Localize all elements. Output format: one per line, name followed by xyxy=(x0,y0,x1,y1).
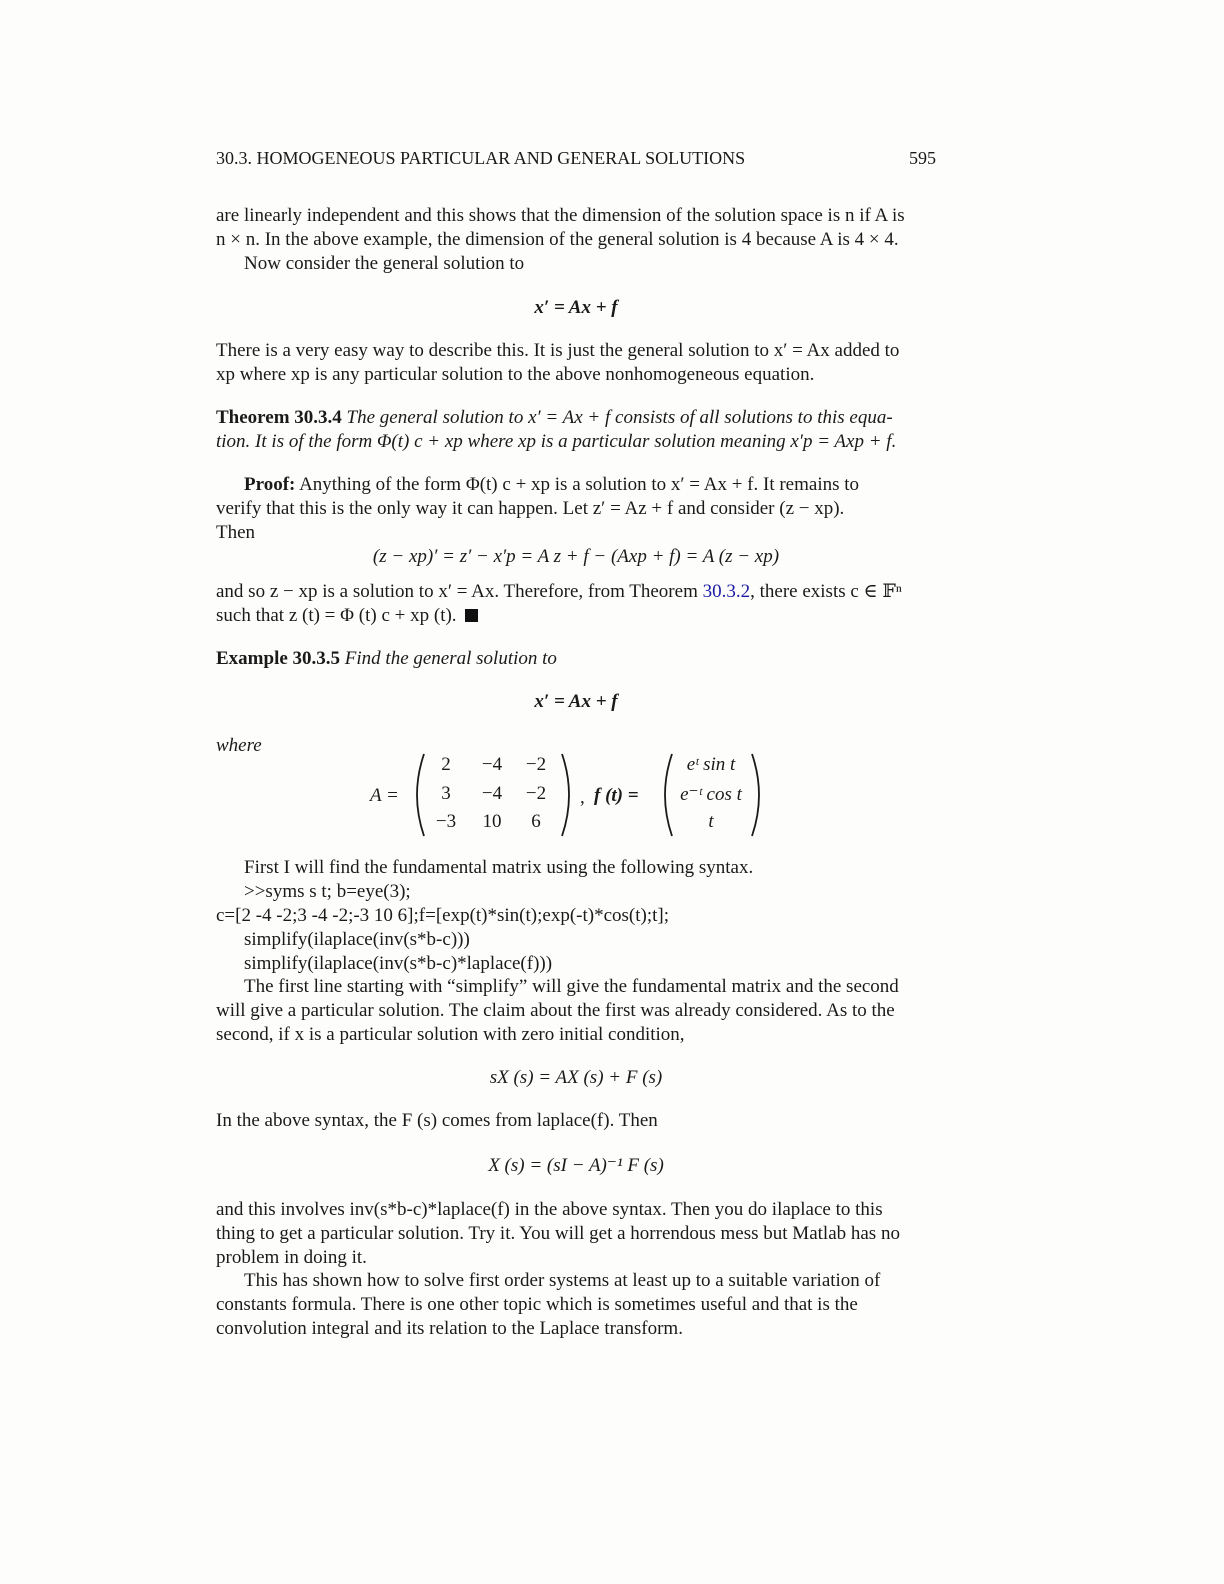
section-title: 30.3. HOMOGENEOUS PARTICULAR AND GENERAL SOLUTIONS xyxy=(216,148,746,168)
example-label: Example 30.3.5 xyxy=(216,648,341,669)
matrix-a-cell: 6 xyxy=(531,811,541,832)
vector-f-label: f (t) = xyxy=(594,785,639,806)
paragraph-1-line-3: Now consider the general solution to xyxy=(244,253,525,274)
where-label: where xyxy=(216,735,262,756)
qed-square-icon xyxy=(465,609,478,622)
code-line-1: >>syms s t; b=eye(3); xyxy=(244,881,411,902)
code-line-2: c=[2 -4 -2;3 -4 -2;-3 10 6];f=[exp(t)*sin(t);exp(-t)*cos(t);t]; xyxy=(216,905,670,926)
matrix-a-cell: −3 xyxy=(435,811,457,832)
proof-label: Proof: xyxy=(244,474,296,495)
paragraph-6-line-3: convolution integral and its relation to the Laplace transform. xyxy=(216,1318,683,1339)
code-line-4: simplify(ilaplace(inv(s*b-c)*laplace(f))) xyxy=(244,953,553,974)
paragraph-6-line-1: This has shown how to solve first order systems at least up to a suitable variation of xyxy=(244,1270,881,1291)
paragraph-5-line-1: and this involves inv(s*b-c)*laplace(f) in the above syntax. Then you do ilaplace to this xyxy=(216,1199,883,1220)
code-line-3: simplify(ilaplace(inv(s*b-c))) xyxy=(244,929,470,950)
equation-laplace-system: sX (s) = AX (s) + F (s) xyxy=(489,1067,663,1088)
proof-line-3: Then xyxy=(216,522,256,543)
paragraph-3-line-1: The first line starting with “simplify” will give the fundamental matrix and the second xyxy=(244,976,899,997)
vector-f-entry: e⁻ᵗ cos t xyxy=(680,784,742,805)
theorem-link[interactable]: 30.3.2 xyxy=(702,581,751,602)
paragraph-1-line-2: n × n. In the above example, the dimension of the general solution is 4 because A is 4 × 4. xyxy=(216,229,899,250)
theorem-line-2: tion. It is of the form Φ(t) c + xp where xp is a particular solution meaning x′p = Axp + f. xyxy=(216,431,897,452)
matrix-a-cell: 10 xyxy=(482,811,502,832)
matrix-a-cell: −2 xyxy=(525,754,547,775)
matrix-comma: , xyxy=(580,787,585,808)
proof-text-4a: and so z − xp is a solution to x′ = Ax. Therefore, from Theorem xyxy=(216,581,698,602)
proof-text-5: such that z (t) = Φ (t) c + xp (t). xyxy=(216,605,457,626)
example-equation: x′ = Ax + f xyxy=(534,691,618,712)
matrix-a-label: A = xyxy=(370,785,399,806)
proof-line-2: verify that this is the only way it can happen. Let z′ = Az + f and consider (z − xp). xyxy=(216,498,845,519)
paragraph-1-line-1: are linearly independent and this shows that the dimension of the solution space is n if A is xyxy=(216,205,905,226)
example-text: Find the general solution to xyxy=(344,648,557,669)
theorem-text-1: The general solution to x′ = Ax + f consists of all solutions to this equa- xyxy=(346,407,893,428)
paragraph-3-line-2: will give a particular solution. The claim about the first was already considered. As to the xyxy=(216,1000,895,1021)
proof-line-4 xyxy=(216,580,902,604)
vector-f-right-paren-icon xyxy=(748,752,768,838)
proof-equation: (z − xp)′ = z′ − x′p = A z + f − (Axp + f) = A (z − xp) xyxy=(372,546,780,567)
paragraph-4: In the above syntax, the F (s) comes from laplace(f). Then xyxy=(216,1110,658,1131)
vector-f-entry: eᵗ sin t xyxy=(686,754,736,775)
matrix-a-cell: 3 xyxy=(441,783,451,804)
matrix-a-cell: 2 xyxy=(441,754,451,775)
matrix-a-cell: −4 xyxy=(481,754,503,775)
paragraph-2-line-1: There is a very easy way to describe this. It is just the general solution to x′ = Ax added to xyxy=(216,340,900,361)
vector-f-entry: t xyxy=(708,811,714,832)
matrix-a-cell: −2 xyxy=(525,783,547,804)
equation-nonhomogeneous: x′ = Ax + f xyxy=(534,297,618,318)
theorem-label: Theorem 30.3.4 xyxy=(216,407,342,428)
example-heading xyxy=(216,647,557,671)
code-intro: First I will find the fundamental matrix using the following syntax. xyxy=(244,857,754,878)
page-number: 595 xyxy=(909,148,936,168)
proof-text-1: Anything of the form Φ(t) c + xp is a solution to x′ = Ax + f. It remains to xyxy=(299,474,860,495)
vector-f xyxy=(666,754,756,838)
paragraph-6-line-2: constants formula. There is one other topic which is sometimes useful and that is the xyxy=(216,1294,858,1315)
proof-text-4b: , there exists c ∈ 𝔽ⁿ xyxy=(750,581,902,602)
running-header xyxy=(216,148,936,169)
matrix-a-right-paren-icon xyxy=(558,752,578,838)
proof-line-5 xyxy=(216,604,478,628)
paragraph-3-line-3: second, if x is a particular solution with zero initial condition, xyxy=(216,1024,685,1045)
equation-laplace-solution: X (s) = (sI − A)⁻¹ F (s) xyxy=(488,1155,664,1176)
matrix-a xyxy=(424,754,564,838)
matrix-a-cell: −4 xyxy=(481,783,503,804)
paragraph-2-line-2: xp where xp is any particular solution to the above nonhomogeneous equation. xyxy=(216,364,815,385)
paragraph-5-line-2: thing to get a particular solution. Try it. You will get a horrendous mess but Matlab has no xyxy=(216,1223,900,1244)
theorem-line-1 xyxy=(216,406,893,430)
paragraph-5-line-3: problem in doing it. xyxy=(216,1247,367,1268)
proof-line-1 xyxy=(244,473,859,497)
